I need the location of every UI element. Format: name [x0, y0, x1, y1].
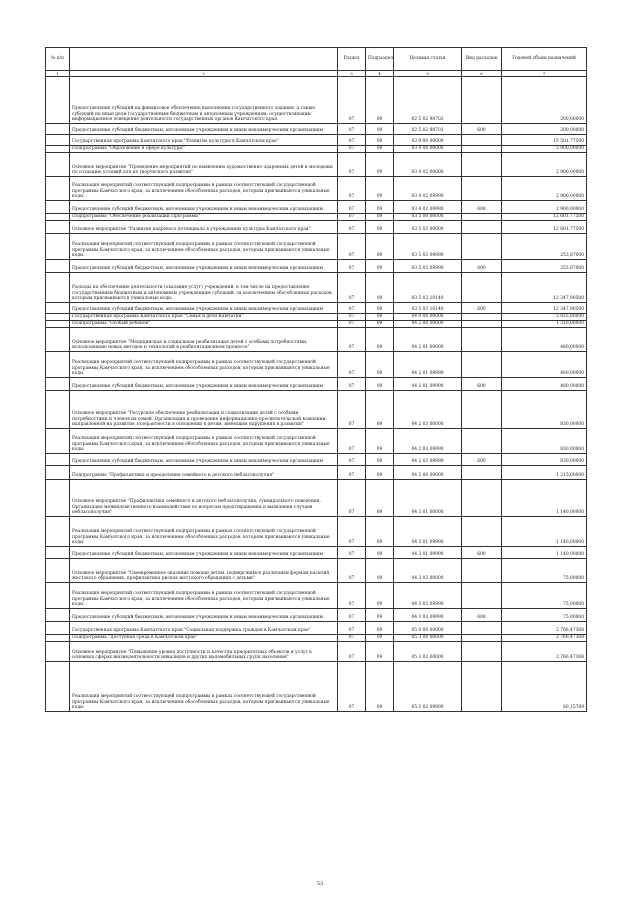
target-article-cell: 05 0 00 00000: [394, 622, 462, 635]
table-row: [46, 214, 587, 221]
expense-name-cell: Основное мероприятие "Повышение уровня доступности и качества приоритетных объектов и услуг в основных сферах жизнедеятельности инвалидов и других маломобильных групп населения": [70, 642, 338, 662]
section-cell: 07: [338, 77, 366, 124]
table-body: [46, 77, 587, 712]
expense-type-cell: 600: [462, 547, 502, 559]
row-number-cell: [46, 480, 70, 517]
table-row: [46, 466, 587, 480]
section-cell: 07: [338, 517, 366, 547]
expense-type-cell: [462, 583, 502, 609]
expense-type-cell: 600: [462, 378, 502, 391]
table-row: [46, 201, 587, 214]
subsection-cell: 09: [366, 201, 394, 214]
amount-cell: 2 766,47368: [502, 622, 587, 635]
column-number: 6: [462, 71, 502, 77]
section-cell: 07: [338, 214, 366, 221]
table-row: [46, 260, 587, 273]
section-cell: 07: [338, 303, 366, 314]
amount-cell: 12 601,77500: [502, 221, 587, 234]
section-cell: 07: [338, 429, 366, 454]
row-number-cell: [46, 454, 70, 466]
expense-name-cell: Подпрограмма "Доступная среда в Камчатском крае": [70, 635, 338, 642]
subsection-cell: 09: [366, 214, 394, 221]
target-article-cell: 04 3 01 00000: [394, 480, 462, 517]
expense-type-cell: [462, 153, 502, 177]
subsection-cell: 09: [366, 303, 394, 314]
table-row: [46, 622, 587, 635]
target-article-cell: 04 3 01 09990: [394, 547, 462, 559]
table-row: [46, 391, 587, 429]
subsection-cell: 09: [366, 146, 394, 153]
expense-type-cell: 600: [462, 124, 502, 135]
subsection-cell: 09: [366, 642, 394, 662]
section-cell: 07: [338, 480, 366, 517]
subsection-cell: 09: [366, 273, 394, 303]
amount-cell: 830,00000: [502, 391, 587, 429]
target-article-cell: 03 0 00 00000: [394, 135, 462, 146]
amount-cell: 2 766,47368: [502, 642, 587, 662]
expense-type-cell: [462, 314, 502, 321]
amount-cell: 1 140,00000: [502, 517, 587, 547]
amount-cell: 75,00000: [502, 559, 587, 583]
target-article-cell: 04 3 03 00000: [394, 559, 462, 583]
target-article-cell: 03 5 03 10140: [394, 273, 462, 303]
subsection-cell: 09: [366, 583, 394, 609]
amount-cell: 2 900,00000: [502, 153, 587, 177]
target-article-cell: 04 2 03 09990: [394, 429, 462, 454]
amount-cell: 80,15789: [502, 662, 587, 712]
expense-name-cell: Подпрограмма "Профилактика и преодоление семейного и детского неблагополучия": [70, 466, 338, 480]
expense-type-cell: 600: [462, 609, 502, 622]
expense-type-cell: [462, 177, 502, 201]
target-article-cell: 05 3 02 09990: [394, 662, 462, 712]
amount-cell: 12 601,77500: [502, 214, 587, 221]
target-article-cell: 03 4 02 00000: [394, 153, 462, 177]
expense-type-cell: [462, 466, 502, 480]
subsection-cell: 09: [366, 328, 394, 352]
expense-name-cell: Подпрограмма "Обеспечение реализации Программы": [70, 214, 338, 221]
row-number-cell: [46, 559, 70, 583]
section-cell: 07: [338, 260, 366, 273]
page-number: 53: [316, 881, 324, 887]
expense-name-cell: Основное мероприятие "Профилактика семейного и детского неблагополучия, суицидального поведения. Организация межведомственного взаимодействия по вопросам предотвращения и выявления случаев неблагополучия": [70, 480, 338, 517]
expense-type-cell: [462, 221, 502, 234]
header-number: № п/п: [46, 48, 70, 71]
expense-type-cell: [462, 146, 502, 153]
target-article-cell: 04 2 03 00000: [394, 391, 462, 429]
expense-type-cell: [462, 321, 502, 328]
table-row: [46, 480, 587, 517]
subsection-cell: 09: [366, 559, 394, 583]
table-row: [46, 429, 587, 454]
target-article-cell: 04 3 03 09990: [394, 609, 462, 622]
target-article-cell: 02 5 02 98702: [394, 124, 462, 135]
table-row: [46, 234, 587, 260]
row-number-cell: [46, 609, 70, 622]
expense-name-cell: Предоставление субсидий бюджетным, автономным учреждениям и иным некоммерческим организациям: [70, 547, 338, 559]
subsection-cell: 09: [366, 177, 394, 201]
table-row: [46, 124, 587, 135]
target-article-cell: 04 2 01 09990: [394, 352, 462, 378]
expense-type-cell: 600: [462, 201, 502, 214]
header-target-article: Целевая статья: [394, 48, 462, 71]
row-number-cell: [46, 77, 70, 124]
header-section: Раздел: [338, 48, 366, 71]
expense-name-cell: Предоставление субсидий бюджетным, автономным учреждениям и иным некоммерческим организациям: [70, 609, 338, 622]
amount-cell: 1 140,00000: [502, 547, 587, 559]
section-cell: 07: [338, 547, 366, 559]
expense-name-cell: Государственная программа Камчатского края "Развитие культуры в Камчатском крае": [70, 135, 338, 146]
expense-type-cell: [462, 77, 502, 124]
expense-type-cell: [462, 642, 502, 662]
target-article-cell: 04 2 00 00000: [394, 321, 462, 328]
section-cell: 07: [338, 321, 366, 328]
subsection-cell: 09: [366, 480, 394, 517]
expense-name-cell: Государственная программа Камчатского края "Семья и дети Камчатки": [70, 314, 338, 321]
column-number: 5: [394, 71, 462, 77]
table-row: [46, 177, 587, 201]
row-number-cell: [46, 378, 70, 391]
target-article-cell: 03 5 03 00000: [394, 221, 462, 234]
row-number-cell: [46, 314, 70, 321]
table-row: [46, 378, 587, 391]
row-number-cell: [46, 642, 70, 662]
row-number-cell: [46, 234, 70, 260]
expense-name-cell: Предоставление субсидий бюджетным, автономным учреждениям и иным некоммерческим организациям: [70, 454, 338, 466]
table-row: [46, 517, 587, 547]
subsection-cell: 09: [366, 662, 394, 712]
target-article-cell: 04 0 00 00000: [394, 314, 462, 321]
amount-cell: 253,87000: [502, 260, 587, 273]
amount-cell: 1 140,00000: [502, 480, 587, 517]
section-cell: 07: [338, 454, 366, 466]
expense-name-cell: Реализация мероприятий соответствующей подпрограммы в рамках соответствующей государственной программы Камчатского края, за исключением обособленных расходов, которым присваиваются уникальные коды: [70, 662, 338, 712]
expense-name-cell: Предоставление субсидий бюджетным, автономным учреждениям и иным некоммерческим организациям: [70, 303, 338, 314]
row-number-cell: [46, 221, 70, 234]
target-article-cell: 04 2 03 09990: [394, 454, 462, 466]
expense-name-cell: Основное мероприятие "Своевременное оказание помощи детям, подвергшимся различным формам насилия, жестокого обращения, профилактика рисков жестокого обращения с детьми": [70, 559, 338, 583]
section-cell: 07: [338, 328, 366, 352]
expense-name-cell: Расходы на обеспечение деятельности (оказание услуг) учреждений, в том числе на предоставление государственным бюджетным и автономным учреждениям субсидий, за исключением обособленных расходов, которым присваиваются уникальные коды: [70, 273, 338, 303]
section-cell: 07: [338, 146, 366, 153]
subsection-cell: 09: [366, 547, 394, 559]
expense-name-cell: Реализация мероприятий соответствующей подпрограммы в рамках соответствующей государственной программы Камчатского края, за исключением обособленных расходов, которым присваиваются уникальные коды: [70, 177, 338, 201]
expense-type-cell: [462, 352, 502, 378]
row-number-cell: [46, 547, 70, 559]
row-number-cell: [46, 153, 70, 177]
subsection-cell: 09: [366, 260, 394, 273]
target-article-cell: 04 3 01 09990: [394, 517, 462, 547]
table-row: [46, 352, 587, 378]
expense-name-cell: Основное мероприятие "Развитие кадрового потенциала в учреждениях культуры Камчатского края": [70, 221, 338, 234]
row-number-cell: [46, 146, 70, 153]
expense-type-cell: [462, 635, 502, 642]
table-row: [46, 609, 587, 622]
subsection-cell: 09: [366, 234, 394, 260]
table-row: [46, 559, 587, 583]
amount-cell: 830,00000: [502, 429, 587, 454]
expense-name-cell: Предоставление субсидий бюджетным, автономным учреждениям и иным некоммерческим организациям: [70, 201, 338, 214]
table-header-row: [46, 48, 587, 71]
expense-name-cell: Основное мероприятие "Медицинская и социальная реабилитация детей с особыми потребностями, использование новых методов и технологий в реабилитационном процессе": [70, 328, 338, 352]
target-article-cell: 03 5 03 09990: [394, 260, 462, 273]
row-number-cell: [46, 635, 70, 642]
row-number-cell: [46, 391, 70, 429]
header-name: [70, 48, 338, 71]
section-cell: 07: [338, 559, 366, 583]
expense-type-cell: [462, 214, 502, 221]
row-number-cell: [46, 124, 70, 135]
section-cell: 07: [338, 352, 366, 378]
target-article-cell: 04 2 01 00000: [394, 328, 462, 352]
expense-type-cell: [462, 429, 502, 454]
table-row: [46, 662, 587, 712]
amount-cell: 480,00000: [502, 378, 587, 391]
target-article-cell: 05 3 02 00000: [394, 642, 462, 662]
expense-name-cell: Основное мероприятие "Проведение мероприятий по выявлению художественно одаренных детей и молодежи по созданию условий для их творческого развития": [70, 153, 338, 177]
subsection-cell: 09: [366, 622, 394, 635]
section-cell: 07: [338, 135, 366, 146]
amount-cell: 1 310,00000: [502, 321, 587, 328]
expense-type-cell: [462, 480, 502, 517]
table-row: [46, 273, 587, 303]
expense-type-cell: 600: [462, 454, 502, 466]
subsection-cell: 09: [366, 429, 394, 454]
subsection-cell: 09: [366, 124, 394, 135]
subsection-cell: 09: [366, 635, 394, 642]
section-cell: 07: [338, 466, 366, 480]
table-row: [46, 583, 587, 609]
expense-type-cell: [462, 273, 502, 303]
expense-name-cell: Реализация мероприятий соответствующей подпрограммы в рамках соответствующей государственной программы Камчатского края, за исключением обособленных расходов, которым присваиваются уникальные коды: [70, 352, 338, 378]
amount-cell: 200,00000: [502, 77, 587, 124]
table-row: [46, 642, 587, 662]
amount-cell: 2 900,00000: [502, 201, 587, 214]
subsection-cell: 09: [366, 517, 394, 547]
expense-name-cell: Подпрограмма "Особый ребенок": [70, 321, 338, 328]
row-number-cell: [46, 260, 70, 273]
expense-name-cell: Реализация мероприятий соответствующей подпрограммы в рамках соответствующей государственной программы Камчатского края, за исключением обособленных расходов, которым присваиваются уникальные коды: [70, 583, 338, 609]
subsection-cell: 09: [366, 352, 394, 378]
target-article-cell: 04 3 03 09990: [394, 583, 462, 609]
table-row: [46, 135, 587, 146]
row-number-cell: [46, 303, 70, 314]
row-number-cell: [46, 177, 70, 201]
section-cell: 07: [338, 221, 366, 234]
subsection-cell: 09: [366, 321, 394, 328]
subsection-cell: 09: [366, 153, 394, 177]
expense-name-cell: Реализация мероприятий соответствующей подпрограммы в рамках соответствующей государственной программы Камчатского края, за исключением обособленных расходов, которым присваиваются уникальные коды: [70, 517, 338, 547]
amount-cell: 75,00000: [502, 609, 587, 622]
amount-cell: 200,00000: [502, 124, 587, 135]
target-article-cell: 04 3 00 00000: [394, 466, 462, 480]
amount-cell: 830,00000: [502, 454, 587, 466]
amount-cell: 2 925,00000: [502, 314, 587, 321]
table-row: [46, 153, 587, 177]
table-row: [46, 314, 587, 321]
section-cell: 07: [338, 153, 366, 177]
row-number-cell: [46, 517, 70, 547]
expense-type-cell: [462, 662, 502, 712]
section-cell: 07: [338, 622, 366, 635]
header-expense-type: Вид расходов: [462, 48, 502, 71]
column-number: 7: [502, 71, 587, 77]
row-number-cell: [46, 429, 70, 454]
target-article-cell: 04 2 01 09990: [394, 378, 462, 391]
row-number-cell: [46, 201, 70, 214]
column-number: 1: [46, 71, 70, 77]
row-number-cell: [46, 662, 70, 712]
subsection-cell: 09: [366, 221, 394, 234]
amount-cell: 2 766,47368: [502, 635, 587, 642]
amount-cell: 2 900,00000: [502, 146, 587, 153]
amount-cell: 253,87000: [502, 234, 587, 260]
section-cell: 07: [338, 583, 366, 609]
expense-type-cell: 600: [462, 260, 502, 273]
subsection-cell: 09: [366, 609, 394, 622]
subsection-cell: 09: [366, 378, 394, 391]
amount-cell: 15 501,77500: [502, 135, 587, 146]
target-article-cell: 03 5 03 09990: [394, 234, 462, 260]
target-article-cell: 05 3 00 00000: [394, 635, 462, 642]
expense-name-cell: Предоставление субсидий бюджетным, автономным учреждениям и иным некоммерческим организациям: [70, 378, 338, 391]
subsection-cell: 09: [366, 135, 394, 146]
amount-cell: 480,00000: [502, 352, 587, 378]
header-subsection: Подраздел: [366, 48, 394, 71]
target-article-cell: 02 5 02 98702: [394, 77, 462, 124]
section-cell: 07: [338, 662, 366, 712]
header-annual-amount: Годовой объем назначений: [502, 48, 587, 71]
table-row: [46, 454, 587, 466]
table-row: [46, 77, 587, 124]
section-cell: 07: [338, 635, 366, 642]
expense-type-cell: [462, 135, 502, 146]
expense-type-cell: 600: [462, 303, 502, 314]
expense-name-cell: Основное мероприятие "Ресурсное обеспечение реабилитации и социализации детей с особыми потребностями и членов их семей. Организация и проведение информационно-просветительской кампании, направленной на развитие толерантности в отношении к детям, имеющим нарушения в развитии": [70, 391, 338, 429]
section-cell: 07: [338, 391, 366, 429]
section-cell: 07: [338, 234, 366, 260]
section-cell: 07: [338, 609, 366, 622]
section-cell: 07: [338, 124, 366, 135]
expense-name-cell: Предоставление субсидий бюджетным, автономным учреждениям и иным некоммерческим организациям: [70, 124, 338, 135]
row-number-cell: [46, 583, 70, 609]
subsection-cell: 09: [366, 466, 394, 480]
table-row: [46, 328, 587, 352]
subsection-cell: 09: [366, 77, 394, 124]
expense-name-cell: Подпрограмма "Образование в сфере культуры": [70, 146, 338, 153]
section-cell: 07: [338, 177, 366, 201]
subsection-cell: 09: [366, 454, 394, 466]
amount-cell: 480,00000: [502, 328, 587, 352]
row-number-cell: [46, 466, 70, 480]
amount-cell: 12 347,90500: [502, 273, 587, 303]
expense-type-cell: [462, 517, 502, 547]
table-row: [46, 146, 587, 153]
target-article-cell: 03 4 02 09990: [394, 177, 462, 201]
section-cell: 07: [338, 201, 366, 214]
expense-type-cell: [462, 391, 502, 429]
target-article-cell: 03 4 02 09990: [394, 201, 462, 214]
target-article-cell: 03 5 00 00000: [394, 214, 462, 221]
target-article-cell: 03 4 00 00000: [394, 146, 462, 153]
section-cell: 07: [338, 378, 366, 391]
expense-type-cell: [462, 622, 502, 635]
table-row: [46, 303, 587, 314]
section-cell: 07: [338, 314, 366, 321]
expense-type-cell: [462, 234, 502, 260]
expense-name-cell: Реализация мероприятий соответствующей подпрограммы в рамках соответствующей государственной программы Камчатского края, за исключением обособленных расходов, которым присваиваются уникальные коды: [70, 429, 338, 454]
column-number: 4: [366, 71, 394, 77]
amount-cell: 75,00000: [502, 583, 587, 609]
expense-type-cell: [462, 559, 502, 583]
table-row: [46, 221, 587, 234]
row-number-cell: [46, 135, 70, 146]
section-cell: 07: [338, 642, 366, 662]
expense-name-cell: Предоставление субсидий бюджетным, автономным учреждениям и иным некоммерческим организациям: [70, 260, 338, 273]
table-row: [46, 635, 587, 642]
expense-name-cell: Реализация мероприятий соответствующей подпрограммы в рамках соответствующей государственной программы Камчатского края, за исключением обособленных расходов, которым присваиваются уникальные коды: [70, 234, 338, 260]
amount-cell: 2 900,00000: [502, 177, 587, 201]
column-number: 2: [70, 71, 338, 77]
table-row: [46, 547, 587, 559]
row-number-cell: [46, 273, 70, 303]
section-cell: 07: [338, 273, 366, 303]
row-number-cell: [46, 328, 70, 352]
expense-name-cell: Государственная программа Камчатского края "Социальная поддержка граждан в Камчатском крае": [70, 622, 338, 635]
row-number-cell: [46, 321, 70, 328]
table-row: [46, 321, 587, 328]
row-number-cell: [46, 214, 70, 221]
budget-table: [45, 47, 587, 712]
row-number-cell: [46, 622, 70, 635]
amount-cell: 12 347,90500: [502, 303, 587, 314]
expense-name-cell: Предоставление субсидий на финансовое обеспечение выполнения государственного задания, а также субсидий на иные цели государственным бюджетным и автономным учреждениям, осуществляющим информационное освещение деятельности государственных органов Камчатского края: [70, 77, 338, 124]
expense-type-cell: [462, 328, 502, 352]
subsection-cell: 09: [366, 314, 394, 321]
row-number-cell: [46, 352, 70, 378]
column-number: 3: [338, 71, 366, 77]
amount-cell: 1 215,00000: [502, 466, 587, 480]
target-article-cell: 03 5 03 10140: [394, 303, 462, 314]
subsection-cell: 09: [366, 391, 394, 429]
